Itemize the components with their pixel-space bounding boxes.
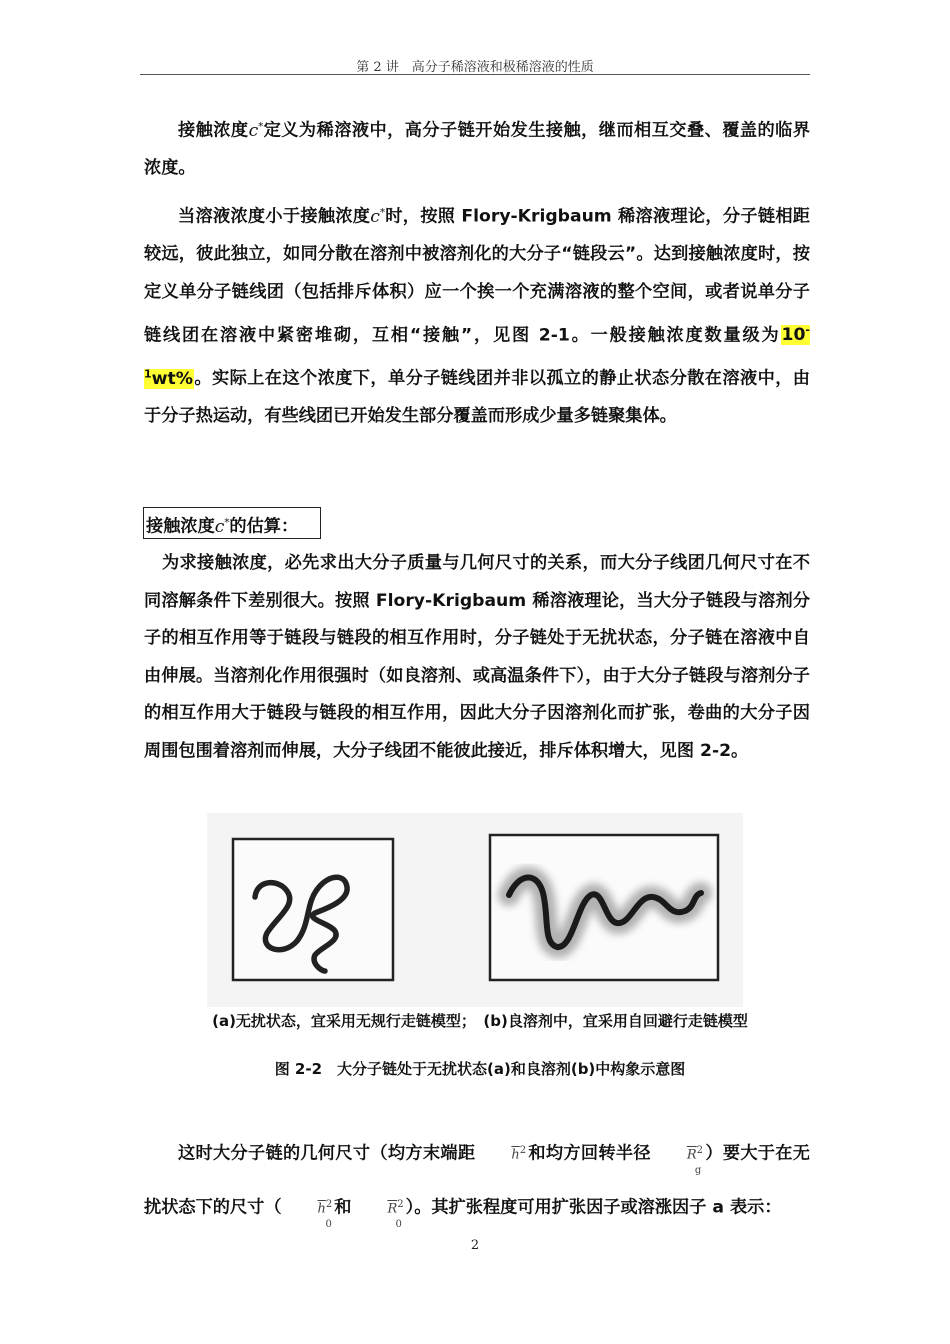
mean-square-end-to-end-distance: $\overline{h}^2$ (511, 1145, 527, 1163)
unperturbed-end-to-end-distance: $\overline{h}^2$ 0 (317, 1199, 333, 1231)
paragraph-contact-concentration: 当溶液浓度小于接触浓度c*时，按照 Flory-Krigbaum 稀溶液理论，分子链相距较远，彼此独立，如同分散在溶剂中被溶剂化的大分子“链段云”。达到接触浓度时，按定义单分子链线团（包括排斥体积）应一个挨一个充满溶液的整个空间，或者说单分子链线团在溶液中紧密堆砌，互相“接触”，见图 2-1。一般接触浓度数量级为$10^{-1}wt\%$。实际上在这个浓度下，单分子链线团并非以孤立的静止状态分散在溶液中，由于分子热运动，有些线团已开始发生部分覆盖而形成少量多链聚集体。 (144, 206, 810, 427)
figure-caption: 图 2-2 大分子链处于无扰状态(a)和良溶剂(b)中构象示意图 (274, 1060, 686, 1078)
chain-conformation-drawing (207, 813, 743, 1007)
header-rule (140, 74, 810, 75)
figure-subcaption: (a)无扰状态，宜采用无规行走链模型； (b)良溶剂中，宜采用自回避行走链模型 (212, 1012, 748, 1030)
figure-2-2 (207, 813, 743, 1007)
c-star-symbol: c* (214, 516, 230, 537)
c-star-symbol: c* (248, 120, 264, 141)
unperturbed-radius-of-gyration: $\overline{R}^2$ 0 (387, 1199, 404, 1231)
c-star-symbol: c* (370, 206, 385, 227)
section-heading-box: 接触浓度c*的估算： (143, 507, 321, 539)
paragraph-definition: 接触浓度c*定义为稀溶液中，高分子链开始发生接触，继而相互交叠、覆盖的临界浓度。 (144, 120, 810, 179)
paragraph-expansion: 这时大分子链的几何尺寸（均方末端距 $\overline{h}^2$ 和均方回转半径 $\overline{R}^2$ g ）要大于在无扰状态下的尺寸（ $\overline{h}^2$ 0 和 $\overline{R}^2$ 0 ）。其扩张程度可用扩张因子或溶涨因子 a 表示： (144, 1126, 810, 1235)
radius-of-gyration: $\overline{R}^2$ g (686, 1145, 704, 1176)
running-header: 第 2 讲 高分子稀溶液和极稀溶液的性质 (356, 60, 594, 75)
page-number: 2 (470, 1238, 480, 1253)
paragraph-estimation: 为求接触浓度，必先求出大分子质量与几何尺寸的关系，而大分子线团几何尺寸在不同溶解条件下差别很大。按照 Flory-Krigbaum 稀溶液理论，当大分子链段与溶剂分子的相互作用等于链段与链段的相互作用时，分子链处于无扰状态，分子链在溶液中自由伸展。当溶剂化作用很强时（如良溶剂、或高温条件下），由于大分子链段与溶剂分子的相互作用大于链段与链段的相互作用，因此大分子因溶剂化而扩张，卷曲的大分子因周围包围着溶剂而伸展，大分子线团不能彼此接近，排斥体积增大，见图 2-2。 (144, 553, 810, 761)
highlighted-concentration: $10^{-1}wt\%$ (144, 323, 810, 389)
